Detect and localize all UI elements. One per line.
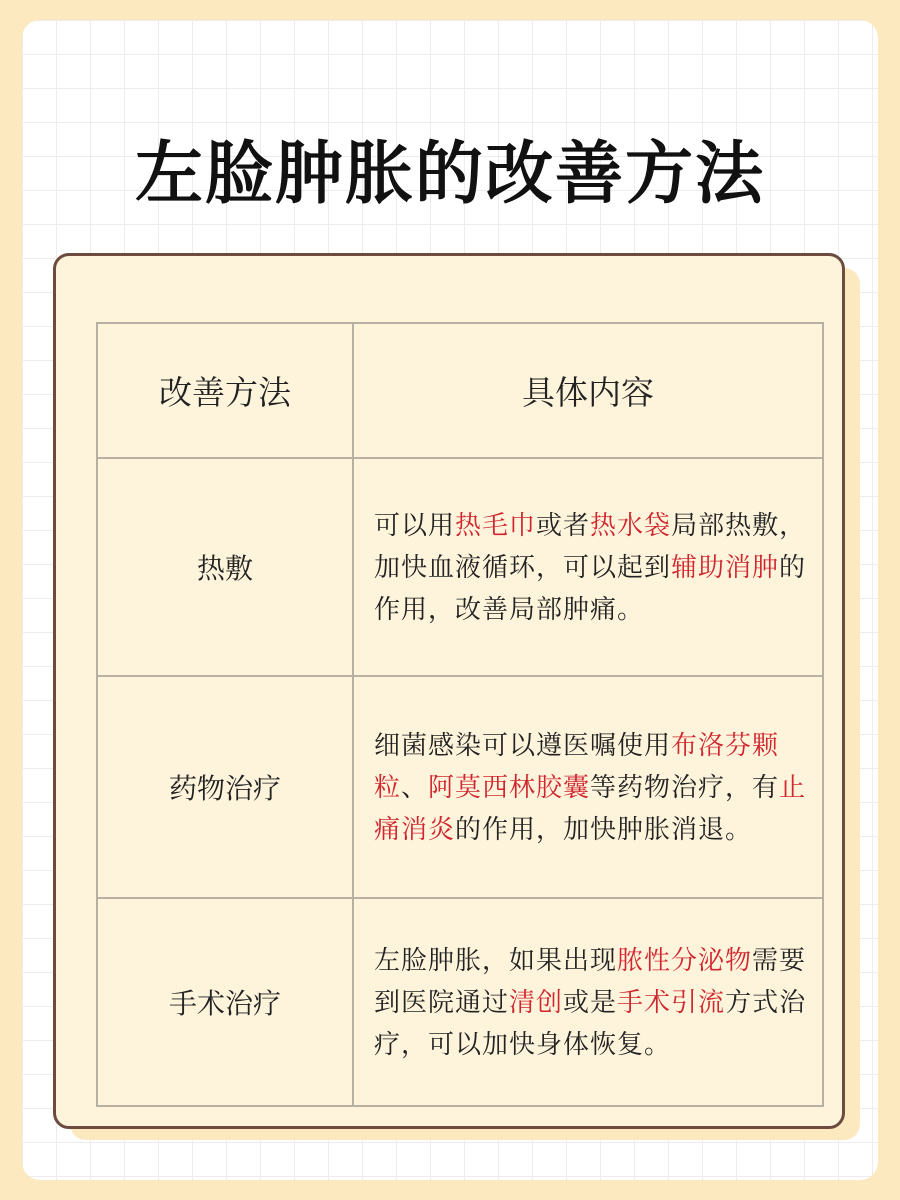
table-header-row (97, 323, 823, 458)
content-text: 局部热敷，加快血液循环，可以起到 (374, 511, 807, 583)
content-text: 或是 (563, 988, 618, 1018)
content-text: 左脸肿胀，如果出现 (374, 946, 618, 976)
table-row (97, 458, 823, 676)
content-text: 方式治疗，可以加快身体恢复。 (374, 988, 807, 1060)
method-cell: 手术治疗 (97, 898, 353, 1106)
highlight-text: 辅助消肿 (671, 553, 780, 583)
header-content: 具体内容 (353, 323, 823, 458)
method-cell: 热敷 (97, 458, 353, 676)
highlight-text: 清创 (509, 988, 564, 1018)
methods-table (96, 322, 824, 1107)
content-cell (353, 898, 823, 1106)
content-cell (353, 458, 823, 676)
highlight-text: 手术引流 (617, 988, 726, 1018)
content-text: 的作用，加快肿胀消退。 (455, 815, 753, 845)
content-text: 的作用，改善局部肿痛。 (374, 553, 807, 625)
table-row (97, 898, 823, 1106)
header-method: 改善方法 (97, 323, 353, 458)
highlight-text: 阿莫西林胶囊 (428, 773, 591, 803)
highlight-text: 脓性分泌物 (617, 946, 753, 976)
content-text: 等药物治疗，有 (590, 773, 780, 803)
content-text: 可以用 (374, 511, 456, 541)
highlight-text: 热毛巾 (455, 511, 537, 541)
content-text: 或者 (536, 511, 591, 541)
highlight-text: 布洛芬颗粒 (374, 731, 780, 803)
highlight-text: 止痛消炎 (374, 773, 807, 845)
content-text: 、 (401, 773, 429, 803)
table-row (97, 676, 823, 898)
content-cell (353, 676, 823, 898)
page-title: 左脸肿胀的改善方法 (134, 135, 765, 214)
highlight-text: 热水袋 (590, 511, 672, 541)
content-text: 细菌感染可以遵医嘱使用 (374, 731, 672, 761)
method-cell: 药物治疗 (97, 676, 353, 898)
content-text: 需要到医院通过 (374, 946, 807, 1018)
